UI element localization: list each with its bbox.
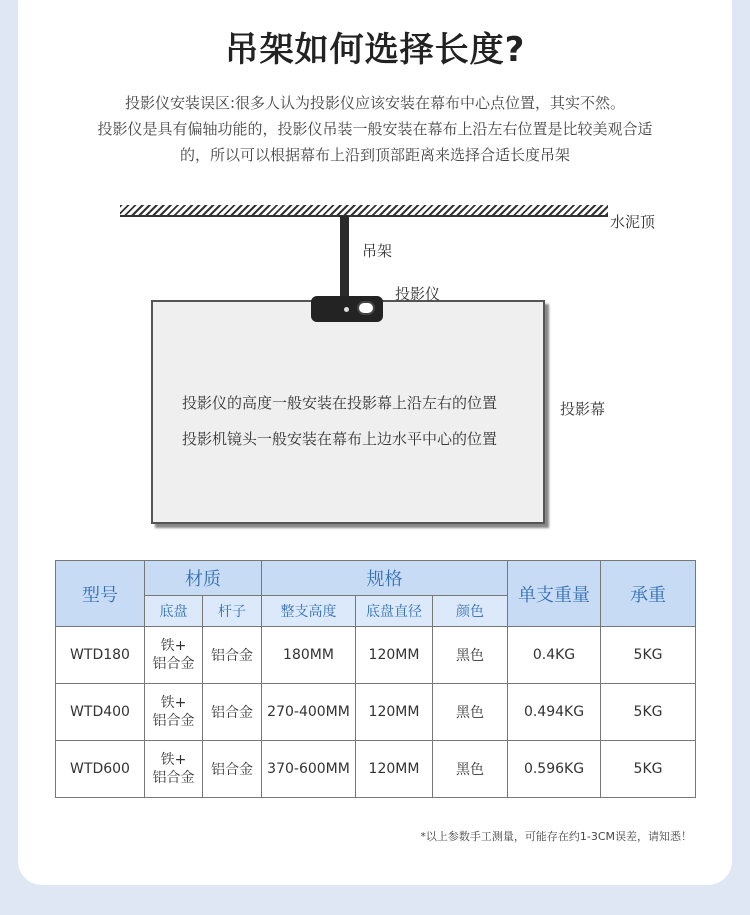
cell-color: 黑色	[433, 741, 508, 798]
table-row	[56, 627, 696, 684]
cell-color: 黑色	[433, 684, 508, 741]
intro-line-2: 投影仪是具有偏轴功能的，投影仪吊装一般安装在幕布上沿左右位置是比较美观合适	[97, 120, 653, 138]
header-model: 型号	[56, 561, 145, 627]
screen-text-1: 投影仪的高度一般安装在投影幕上沿左右的位置	[182, 394, 498, 412]
cell-diameter: 120MM	[356, 684, 433, 741]
subheader-color: 颜色	[433, 596, 508, 627]
cell-height: 180MM	[262, 627, 356, 684]
cell-height: 270-400MM	[262, 684, 356, 741]
cell-height: 370-600MM	[262, 741, 356, 798]
ceiling-hatch	[120, 205, 608, 217]
projector-indicator	[344, 307, 349, 312]
header-weight: 单支重量	[508, 561, 601, 627]
cell-weight: 0.494KG	[508, 684, 601, 741]
screen-text-2: 投影机镜头一般安装在幕布上边水平中心的位置	[182, 430, 498, 448]
intro-line-3: 的，所以可以根据幕布上沿到顶部距离来选择合适长度吊架	[179, 146, 570, 164]
cell-model: WTD600	[56, 741, 145, 798]
cell-rod: 铝合金	[203, 627, 262, 684]
cell-weight: 0.4KG	[508, 627, 601, 684]
mount-pole	[340, 216, 349, 298]
spec-table	[55, 560, 696, 798]
table-row	[56, 741, 696, 798]
subheader-diameter: 底盘直径	[356, 596, 433, 627]
projector-label: 投影仪	[395, 285, 441, 303]
mount-label: 吊架	[362, 242, 393, 260]
header-spec: 规格	[262, 561, 508, 596]
projector-icon	[311, 296, 383, 322]
cell-model: WTD180	[56, 627, 145, 684]
ceiling-label: 水泥顶	[610, 213, 656, 231]
disclaimer-note: *以上参数手工测量，可能存在约1-3CM误差，请知悉！	[420, 830, 692, 843]
cell-rod: 铝合金	[203, 741, 262, 798]
subheader-height: 整支高度	[262, 596, 356, 627]
cell-base: 铁+ 铝合金	[145, 684, 203, 741]
cell-rod: 铝合金	[203, 684, 262, 741]
intro-line-1: 投影仪安装误区:很多人认为投影仪应该安装在幕布中心点位置，其实不然。	[124, 94, 626, 112]
header-load: 承重	[601, 561, 696, 627]
cell-load: 5KG	[601, 741, 696, 798]
cell-model: WTD400	[56, 684, 145, 741]
page-title: 吊架如何选择长度?	[224, 30, 526, 70]
cell-weight: 0.596KG	[508, 741, 601, 798]
cell-color: 黑色	[433, 627, 508, 684]
cell-base: 铁+ 铝合金	[145, 627, 203, 684]
cell-load: 5KG	[601, 684, 696, 741]
cell-diameter: 120MM	[356, 741, 433, 798]
table-row	[56, 684, 696, 741]
subheader-rod: 杆子	[203, 596, 262, 627]
screen-label: 投影幕	[560, 400, 606, 418]
cell-diameter: 120MM	[356, 627, 433, 684]
cell-load: 5KG	[601, 627, 696, 684]
projector-lens	[357, 301, 375, 315]
header-material: 材质	[145, 561, 262, 596]
table-header-row	[56, 561, 696, 596]
cell-base: 铁+ 铝合金	[145, 741, 203, 798]
subheader-base: 底盘	[145, 596, 203, 627]
